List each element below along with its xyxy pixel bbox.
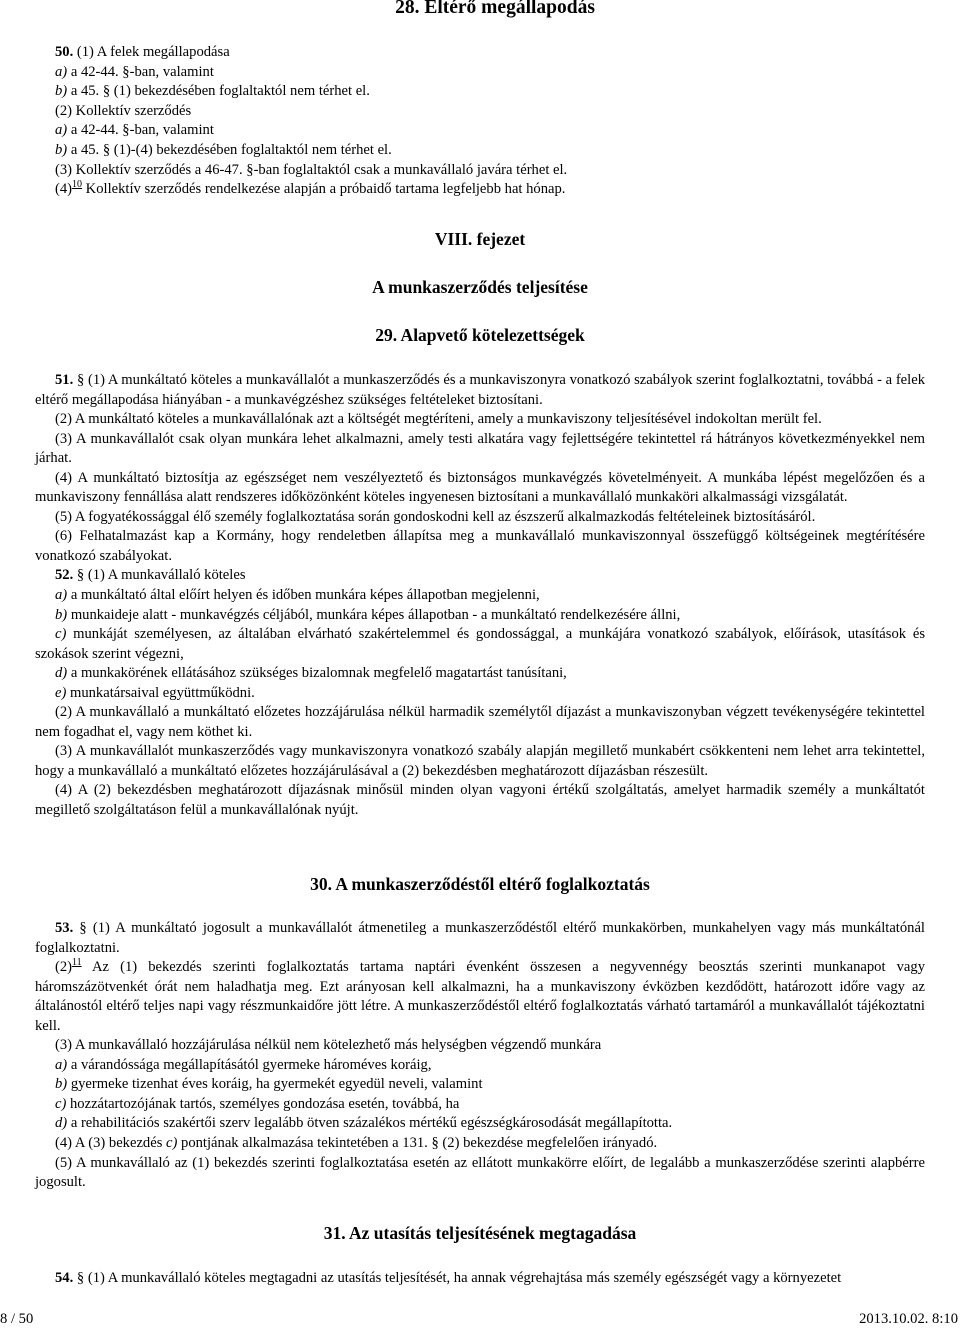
s53-b: b) gyermeke tizenhat éves koráig, ha gyermekét egyedül neveli, valamint <box>55 1076 483 1093</box>
s53-2: $(2)^{11}$ Az (1) bekezdés szerinti foglalkoztatás tartama naptári évenként összesen a negyvennégy beosztás szerinti munkanapot vagy háromszázötvenkét órát nem haladhatja meg. Ezt arányosan kell alkalmazni, ha a munkaviszony évközben kezdődött, határozott időre vagy az általánostól eltérő teljes napi vagy részmunkaidőre jött létre. A munkaszerződéstől eltérő foglalkoztatás várható tartamáról a munkavállalót tájékoztatni kell. <box>35 957 925 1034</box>
s53-4: (4) A (3) bekezdés c) pontjának alkalmazása tekintetében a 131. § (2) bekezdése megfelelően irányadó. <box>55 1135 658 1152</box>
s50-line-2: a) a 42-44. §-ban, valamint <box>55 63 214 80</box>
s53-3: (3) A munkavállaló hozzájárulása nélkül nem kötelezhető más helységben végzendő munkára <box>55 1037 602 1054</box>
s51-5: (5) A fogyatékossággal élő személy foglalkoztatása során gondoskodni kell az észszerű alkalmazkodás feltételeinek biztosításáról. <box>55 508 816 525</box>
s54-1: 54. § (1) A munkavállaló köteles megtagadni az utasítás teljesítését, ha annak végrehajtása más személy egészségét vagy a környezetet <box>55 1270 842 1286</box>
sections-51-52 <box>35 371 925 821</box>
s51-1: 51. § (1) A munkáltató köteles a munkavállalót a munkaszerződés és a munkaviszonyra vonatkozó szabályok szerint foglalkoztatni, továbbá - a felek eltérő megállapodása hiányában - a munkavégzéshez szükséges feltételeket biztosítani. <box>35 372 925 408</box>
chapter-title: A munkaszerződés teljesítése <box>372 277 588 297</box>
s50-line-6: b) a 45. § (1)-(4) bekezdésében foglaltaktól nem térhet el. <box>55 141 392 158</box>
s53-c: c) hozzátartozójának tartós, személyes gondozása esetén, továbbá, ha <box>55 1095 460 1112</box>
s50-line-1: 50. (1) A felek megállapodása <box>55 44 230 60</box>
s52-1: 52. § (1) A munkavállaló köteles <box>55 567 246 584</box>
s52-a: a) a munkáltató által előírt helyen és időben munkára képes állapotban megjelenni, <box>55 587 540 604</box>
s50-line-5: a) a 42-44. §-ban, valamint <box>55 122 214 139</box>
s52-b: b) munkaideje alatt - munkavégzés céljából, munkára képes állapotban - a munkáltató rendelkezésére állni, <box>55 606 681 623</box>
footnote-link-11[interactable]: 11 <box>72 957 82 969</box>
section-50 <box>55 43 567 200</box>
footer-page-number: 8 / 50 <box>0 1311 34 1327</box>
s53-5: (5) A munkavállaló az (1) bekezdés szerinti foglalkoztatása esetén az ellátott munkakörre előírt, de legalább a munkaszerződése szerinti alapbérre jogosult. <box>35 1154 925 1191</box>
s53-1: 53. § (1) A munkáltató jogosult a munkavállalót átmenetileg a munkaszerződéstől eltérő munkakörben, munkahelyen vagy más munkáltatónál foglalkoztatni. <box>35 920 925 956</box>
s50-line-8: $(4)^{10}$ Kollektív szerződés rendelkezése alapján a próbaidő tartama legfeljebb hat hónap. <box>55 179 566 198</box>
s53-d: d) a rehabilitációs szakértői szerv legalább ötven százalékos mértékű egészségkárosodását megállapította. <box>55 1115 673 1132</box>
s52-e: e) munkatársaival együttműködni. <box>55 684 255 701</box>
section-54 <box>35 1269 925 1289</box>
section-29-title: 29. Alapvető kötelezettségek <box>375 325 585 345</box>
s51-6: (6) Felhatalmazást kap a Kormány, hogy rendeletben állapítsa meg a munkavállaló munkaviszonnyal összefüggő költségeinek megtérítésére vonatkozó szabályokat. <box>35 528 925 564</box>
s50-line-4: (2) Kollektív szerződés <box>55 102 192 119</box>
section-53 <box>35 919 925 1193</box>
s51-4: (4) A munkáltató biztosítja az egészséget nem veszélyeztető és biztonságos munkavégzés követelményeit. A munkába lépést megelőzően és a munkaviszony fennállása alatt rendszeres időközönként köteles ingyenesen biztosítani a munkavállaló munkaköri alkalmassági vizsgálatát. <box>35 469 925 506</box>
section-30-title: 30. A munkaszerződéstől eltérő foglalkoztatás <box>310 874 650 894</box>
s52-c: c) munkáját személyesen, az általában elvárható szakértelemmel és gondossággal, a munkájára vonatkozó szabályok, előírások, utasítások és szokások szerint végezni, <box>35 626 925 662</box>
section-31-title: 31. Az utasítás teljesítésének megtagadása <box>323 1223 637 1243</box>
s51-3: (3) A munkavállalót csak olyan munkára lehet alkalmazni, amely testi alkatára vagy fejlettségére tekintettel rá hátrányos következményekkel nem járhat. <box>35 430 925 467</box>
s50-line-7: (3) Kollektív szerződés a 46-47. §-ban foglaltaktól csak a munkavállaló javára térhet el. <box>55 161 568 178</box>
s52-3: (3) A munkavállalót munkaszerződés vagy munkaviszonyra vonatkozó szabály alapján megillető munkabért csökkenteni nem lehet arra tekintettel, hogy a munkavállaló a munkáltató előzetes hozzájárulásával a (2) bekezdésben meghatározott díjazásban részesült. <box>35 743 925 779</box>
s52-4: (4) A (2) bekezdésben meghatározott díjazásnak minősül minden olyan vagyoni értékű szolgáltatás, amelyet harmadik személy a munkáltatót megillető szolgáltatáson felül a munkavállalónak nyújt. <box>35 782 925 819</box>
s51-2: (2) A munkáltató köteles a munkavállalónak azt a költségét megtéríteni, amely a munkaviszony teljesítésével indokoltan merült fel. <box>55 411 822 428</box>
footer-timestamp: 2013.10.02. 8:10 <box>859 1311 958 1327</box>
s50-line-3: b) a 45. § (1) bekezdésében foglaltaktól nem térhet el. <box>55 83 370 100</box>
s52-2: (2) A munkavállaló a munkáltató előzetes hozzájárulása nélkül harmadik személytől díjazást a munkaviszonyban végzett tevékenységére tekintettel nem fogadhat el, vagy nem köthet ki. <box>35 704 925 740</box>
footnote-link-10[interactable]: 10 <box>72 179 83 191</box>
s52-d: d) a munkakörének ellátásához szükséges bizalomnak megfelelő magatartást tanúsítani, <box>55 665 567 682</box>
s53-a: a) a várandóssága megállapításától gyermeke hároméves koráig, <box>55 1056 432 1073</box>
chapter-number: VIII. fejezet <box>434 229 526 249</box>
section-28-title: 28. Eltérő megállapodás <box>395 0 595 18</box>
